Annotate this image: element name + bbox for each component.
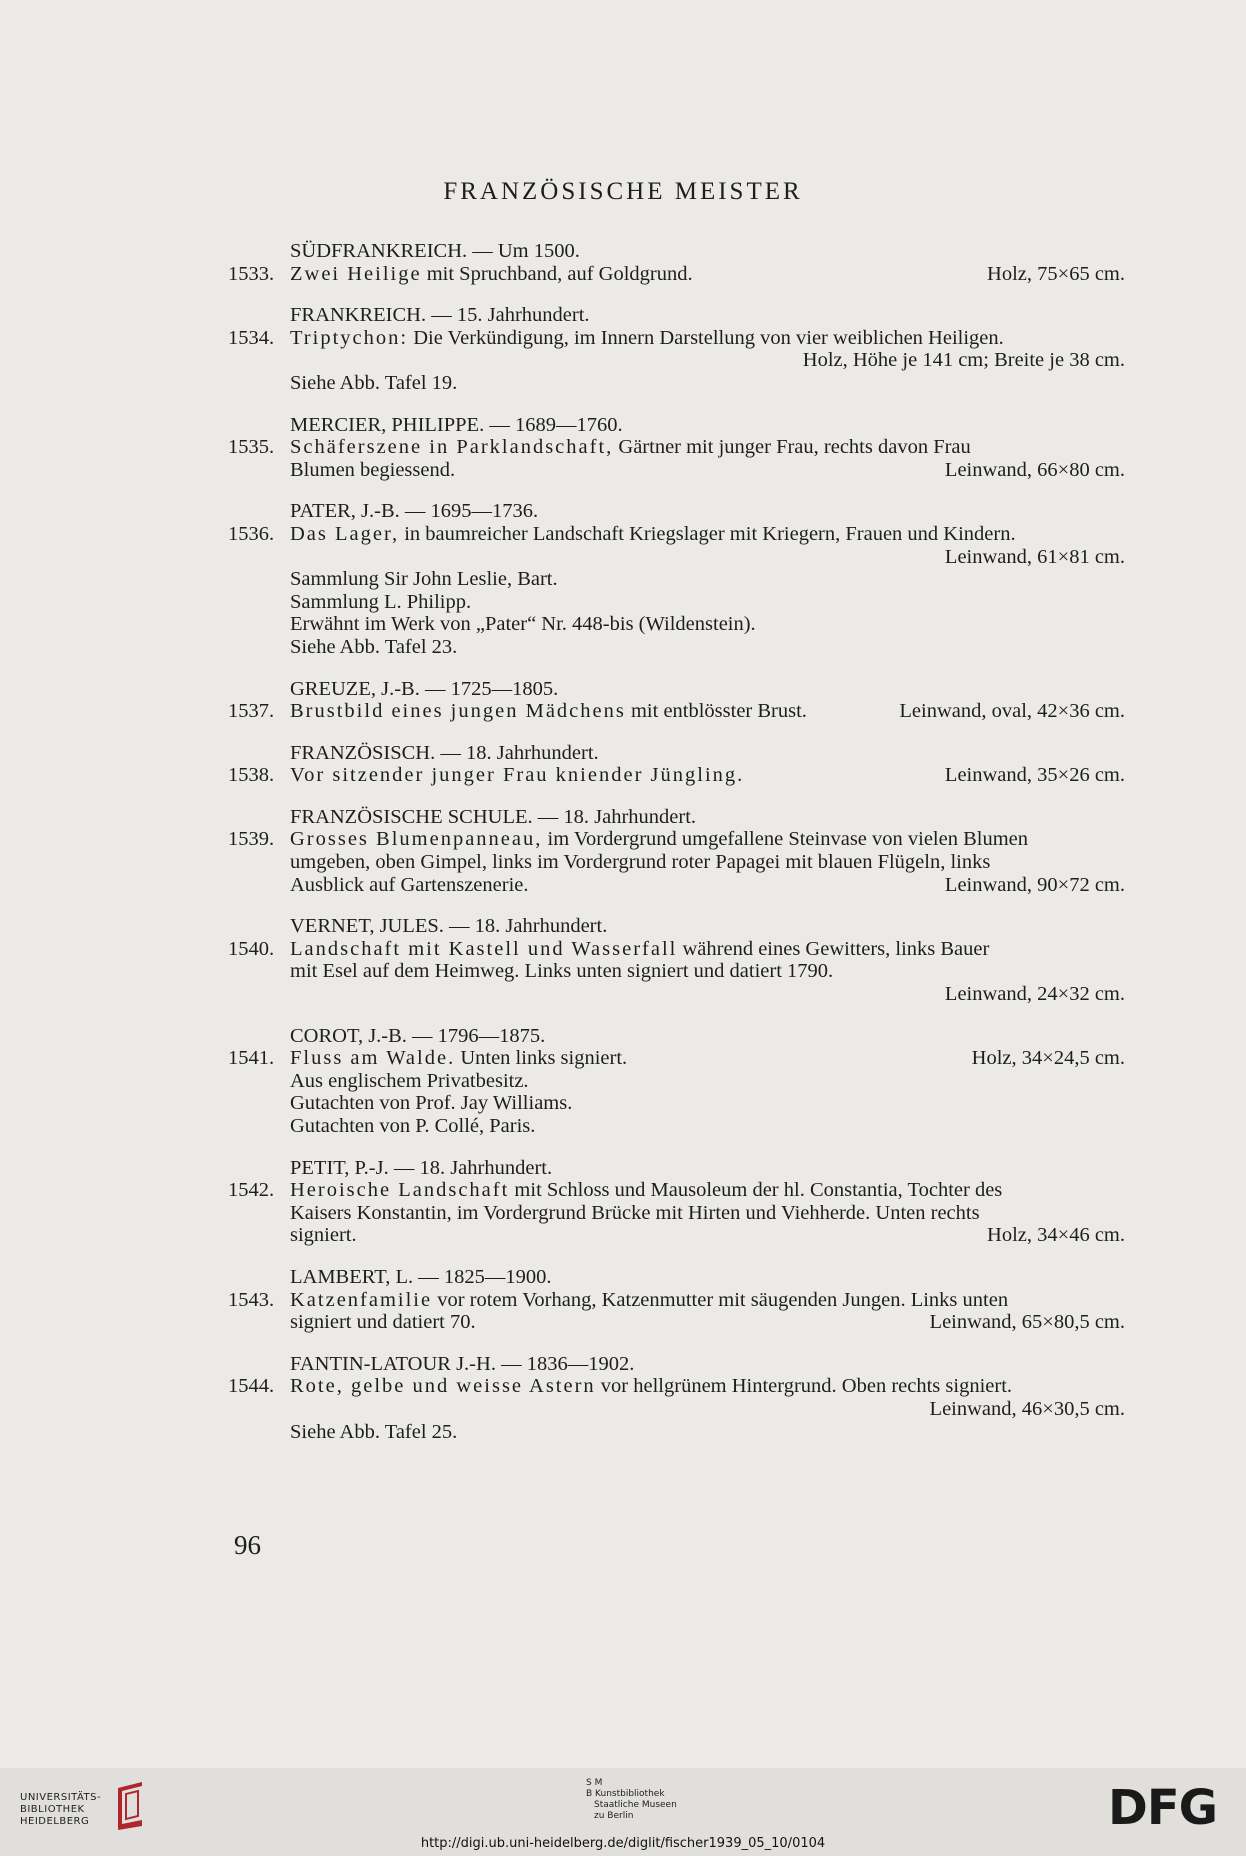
artist-name: GREUZE, J.-B. — 1725—1805.: [290, 677, 559, 700]
catalog-entry: [228, 1025, 1125, 1138]
artwork-description: Die Verkündigung, im Innern Darstellung von vier weiblichen Heiligen.: [408, 326, 1004, 349]
entry-first-line: [228, 1375, 1125, 1398]
lot-number: 1543.: [228, 1288, 275, 1311]
artwork-title: Triptychon:: [290, 326, 409, 349]
artist-name: COROT, J.-B. — 1796—1875.: [290, 1024, 546, 1047]
description-line: [228, 1311, 1125, 1334]
catalog-entry: [228, 500, 1125, 658]
dimensions: Holz, 75×65 cm.: [987, 262, 1125, 285]
artwork-title: Landschaft mit Kastell und Wasserfall: [290, 937, 678, 960]
lot-number: 1542.: [228, 1179, 275, 1202]
entry-first-line: [228, 700, 1125, 723]
catalog-entries: [228, 240, 1125, 1462]
artwork-description: mit entblösster Brust.: [625, 700, 807, 723]
artist-name: FRANZÖSISCH. — 18. Jahrhundert.: [290, 741, 599, 764]
catalog-entry: [228, 915, 1125, 1005]
artist-name: FRANKREICH. — 15. Jahrhundert.: [290, 304, 590, 327]
description-end: signiert und datiert 70.: [290, 1311, 476, 1334]
provenance-note: Gutachten von Prof. Jay Williams.: [290, 1092, 573, 1115]
description-end: Ausblick auf Gartenszenerie.: [290, 873, 529, 896]
dimensions: Holz, 34×46 cm.: [987, 1224, 1125, 1247]
lot-number: 1534.: [228, 326, 275, 349]
catalog-entry: [228, 304, 1125, 394]
dimensions: Leinwand, 66×80 cm.: [944, 458, 1125, 481]
dimensions: Holz, 34×24,5 cm.: [971, 1047, 1125, 1070]
description-line: [228, 459, 1125, 482]
lot-number: 1541.: [228, 1047, 275, 1070]
provenance-note: Siehe Abb. Tafel 23.: [290, 635, 458, 658]
catalog-entry: [228, 1266, 1125, 1334]
artwork-description: vor hellgrünem Hintergrund. Oben rechts signiert.: [595, 1375, 1013, 1398]
dimensions: Leinwand, 35×26 cm.: [944, 764, 1125, 787]
artwork-title: Grosses Blumenpanneau,: [290, 828, 543, 851]
artist-name: PETIT, P.-J. — 18. Jahrhundert.: [290, 1156, 553, 1179]
lot-number: 1535.: [228, 436, 275, 459]
lot-number: 1536.: [228, 522, 275, 545]
artwork-description: im Vordergrund umgefallene Steinvase von vielen Blumen: [542, 828, 1029, 851]
artwork-description: Unten links signiert.: [455, 1047, 628, 1070]
dimensions: Leinwand, oval, 42×36 cm.: [899, 700, 1125, 723]
catalog-entry: [228, 1157, 1125, 1247]
description-line: umgeben, oben Gimpel, links im Vordergrund roter Papagei mit blauen Flügeln, links: [290, 851, 991, 874]
artist-name: VERNET, JULES. — 18. Jahrhundert.: [290, 915, 608, 938]
catalog-entry: [228, 414, 1125, 482]
lot-number: 1537.: [228, 700, 275, 723]
source-url-link[interactable]: http://digi.ub.uni-heidelberg.de/diglit/fischer1939_05_10/0104: [420, 1836, 826, 1851]
artist-name: MERCIER, PHILIPPE. — 1689—1760.: [290, 413, 623, 436]
entry-first-line: [228, 263, 1125, 286]
entry-first-line: [228, 1179, 1125, 1202]
artist-name: LAMBERT, L. — 1825—1900.: [290, 1265, 552, 1288]
entry-first-line: [228, 938, 1125, 961]
lot-number: 1539.: [228, 828, 275, 851]
provenance-note: Sammlung L. Philipp.: [290, 590, 472, 613]
description-line: [228, 874, 1125, 897]
artwork-title: Brustbild eines jungen Mädchens: [290, 700, 626, 723]
catalog-entry: [228, 806, 1125, 896]
entry-first-line: [228, 436, 1125, 459]
university-library-label: UNIVERSITÄTS- BIBLIOTHEK HEIDELBERG: [20, 1792, 102, 1827]
artist-name: PATER, J.-B. — 1695—1736.: [290, 500, 539, 523]
page-number: 96: [234, 1530, 261, 1560]
catalog-entry: [228, 678, 1125, 723]
entry-first-line: [228, 523, 1125, 546]
provenance-note: Gutachten von P. Collé, Paris.: [290, 1115, 536, 1137]
catalog-entry: [228, 742, 1125, 787]
description-line: mit Esel auf dem Heimweg. Links unten signiert und datiert 1790.: [290, 960, 834, 983]
description-line: Kaisers Konstantin, im Vordergrund Brücke mit Hirten und Viehherde. Unten rechts: [290, 1201, 980, 1224]
artwork-title: Katzenfamilie: [290, 1288, 433, 1311]
dimensions: Holz, Höhe je 141 cm; Breite je 38 cm.: [802, 349, 1125, 372]
dimensions: Leinwand, 24×32 cm.: [944, 983, 1125, 1006]
dimensions: Leinwand, 90×72 cm.: [944, 873, 1125, 896]
provenance-note: Sammlung Sir John Leslie, Bart.: [290, 568, 558, 591]
dimensions: Leinwand, 46×30,5 cm.: [929, 1397, 1125, 1420]
university-logo-icon: [112, 1780, 152, 1830]
description-end: Blumen begiessend.: [290, 458, 456, 481]
lot-number: 1540.: [228, 937, 275, 960]
artwork-description: Gärtner mit junger Frau, rechts davon Frau: [613, 436, 971, 459]
dimensions: Leinwand, 61×81 cm.: [944, 545, 1125, 568]
artwork-title: Rote, gelbe und weisse Astern: [290, 1375, 596, 1398]
provenance-note: Siehe Abb. Tafel 25.: [290, 1420, 458, 1443]
entry-first-line: [228, 764, 1125, 787]
catalog-entry: [228, 1353, 1125, 1443]
artwork-description: vor rotem Vorhang, Katzenmutter mit säugenden Jungen. Links unten: [432, 1288, 1009, 1311]
artwork-title: Das Lager,: [290, 522, 400, 545]
artwork-description: mit Schloss und Mausoleum der hl. Constantia, Tochter des: [509, 1179, 1003, 1202]
page-title: FRANZÖSISCHE MEISTER: [443, 178, 803, 205]
artwork-title: Heroische Landschaft: [290, 1179, 510, 1202]
lot-number: 1538.: [228, 764, 275, 787]
catalog-entry: [228, 240, 1125, 285]
entry-first-line: [228, 1047, 1125, 1070]
dimensions: Leinwand, 65×80,5 cm.: [929, 1311, 1125, 1334]
lot-number: 1544.: [228, 1375, 275, 1398]
smb-kunstbibliothek-label: S M B Kunstbibliothek Staatliche Museen zu Berlin: [586, 1778, 677, 1821]
provenance-note: Erwähnt im Werk von „Pater“ Nr. 448-bis (Wildenstein).: [290, 613, 756, 636]
artwork-title: Vor sitzender junger Frau kniender Jüngling.: [290, 764, 745, 787]
entry-first-line: [228, 1289, 1125, 1312]
entry-first-line: [228, 327, 1125, 350]
provenance-note: Aus englischem Privatbesitz.: [290, 1069, 529, 1092]
artist-name: SÜDFRANKREICH. — Um 1500.: [290, 240, 580, 262]
artwork-description: in baumreicher Landschaft Kriegslager mit Kriegern, Frauen und Kindern.: [399, 522, 1016, 545]
lot-number: 1533.: [228, 262, 275, 285]
artist-name: FANTIN-LATOUR J.-H. — 1836—1902.: [290, 1352, 635, 1375]
artist-name: FRANZÖSISCHE SCHULE. — 18. Jahrhundert.: [290, 805, 697, 828]
provenance-note: Siehe Abb. Tafel 19.: [290, 371, 458, 394]
description-line: [228, 1224, 1125, 1247]
description-end: signiert.: [290, 1224, 357, 1247]
artwork-title: Zwei Heilige: [290, 262, 422, 285]
artwork-title: Fluss am Walde.: [290, 1047, 456, 1070]
artwork-description: während eines Gewitters, links Bauer: [677, 937, 990, 960]
artwork-title: Schäferszene in Parklandschaft,: [290, 436, 614, 459]
dfg-logo: DFG: [1108, 1780, 1218, 1836]
artwork-description: mit Spruchband, auf Goldgrund.: [421, 262, 693, 285]
entry-first-line: [228, 828, 1125, 851]
